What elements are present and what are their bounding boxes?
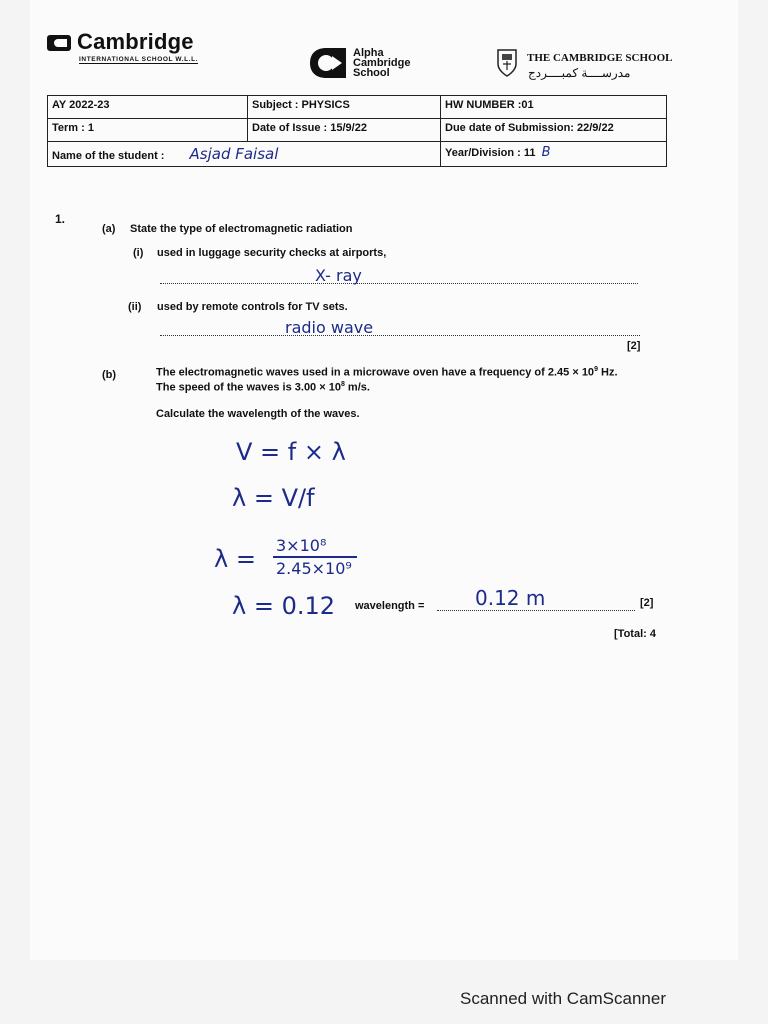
hw-number-cell: HW NUMBER :01 — [441, 96, 667, 119]
part-ii-text: used by remote controls for TV sets. — [157, 301, 348, 313]
alpha-mark-icon — [308, 46, 348, 80]
wavelength-answer-line — [437, 610, 635, 611]
part-b-marks: [2] — [640, 597, 654, 609]
working-line-3-lhs: λ = — [214, 545, 256, 573]
b-text-1-pre: The electromagnetic waves used in a microwave oven have a frequency of 2.45 × 10 — [156, 366, 595, 379]
academic-year-cell: AY 2022-23 — [48, 96, 248, 119]
year-division-value: B — [541, 145, 551, 160]
fraction-bar — [273, 556, 357, 558]
part-b-instruction: Calculate the wavelength of the waves. — [156, 408, 360, 420]
tcs-logo-arabic: مدرســــة كمبــــردج — [528, 66, 631, 80]
working-line-2: λ = V/f — [232, 484, 315, 512]
b-text-1-sup: 9 — [594, 366, 598, 373]
wavelength-label: wavelength = — [355, 600, 425, 612]
part-ii-label: (ii) — [128, 301, 142, 313]
part-a-text: State the type of electromagnetic radiation — [130, 223, 353, 235]
year-division-cell — [441, 142, 667, 167]
student-name-label: Name of the student : — [52, 150, 165, 162]
working-line-4: λ = 0.12 — [232, 592, 336, 620]
student-info-table — [47, 95, 667, 167]
camscanner-watermark: Scanned with CamScanner — [460, 989, 667, 1008]
due-date-cell: Due date of Submission: 22/9/22 — [441, 119, 667, 142]
answer-i-handwritten: X- ray — [315, 266, 362, 285]
b-text-2-post: m/s. — [344, 381, 370, 394]
subject-cell: Subject : PHYSICS — [248, 96, 441, 119]
crest-icon — [495, 46, 519, 78]
date-of-issue-cell: Date of Issue : 15/9/22 — [248, 119, 441, 142]
student-name-cell — [48, 142, 441, 167]
part-b-text-line-1 — [156, 366, 618, 379]
working-line-3-denominator: 2.45×10⁹ — [276, 559, 352, 578]
answer-ii-handwritten: radio wave — [285, 318, 374, 337]
student-name-value: Asjad Faisal — [189, 145, 279, 163]
term-cell: Term : 1 — [48, 119, 248, 142]
alpha-logo-text — [353, 48, 410, 78]
cambridge-logo-subtitle: INTERNATIONAL SCHOOL W.L.L. — [79, 56, 199, 63]
part-a-marks: [2] — [627, 340, 641, 352]
question-number: 1. — [55, 212, 66, 226]
cambridge-logo-title: Cambridge — [77, 29, 194, 54]
tcs-logo-title: THE CAMBRIDGE SCHOOL — [527, 52, 673, 64]
b-text-2-sup: 8 — [340, 381, 345, 388]
b-text-1-post: Hz. — [597, 366, 618, 379]
alpha-line-3: School — [353, 67, 390, 79]
working-line-3-numerator: 3×10⁸ — [276, 536, 327, 555]
alpha-line-2: Cambridge — [353, 57, 411, 69]
alpha-line-1: Alpha — [353, 47, 384, 59]
year-division-label: Year/Division : 11 — [445, 147, 536, 159]
wavelength-answer-handwritten: 0.12 m — [475, 586, 546, 610]
total-marks: [Total: 4 — [614, 628, 656, 640]
working-line-1: V = f × λ — [236, 438, 346, 466]
part-a-label: (a) — [102, 223, 116, 235]
cambridge-mark-icon — [47, 35, 71, 51]
part-i-text: used in luggage security checks at airports, — [157, 247, 387, 259]
answer-line-i — [160, 283, 638, 284]
answer-line-ii — [160, 335, 640, 336]
part-b-text-line-2 — [156, 381, 370, 394]
b-text-2-pre: The speed of the waves is 3.00 × 10 — [156, 381, 341, 394]
part-b-label: (b) — [102, 369, 117, 381]
part-i-label: (i) — [133, 247, 144, 259]
